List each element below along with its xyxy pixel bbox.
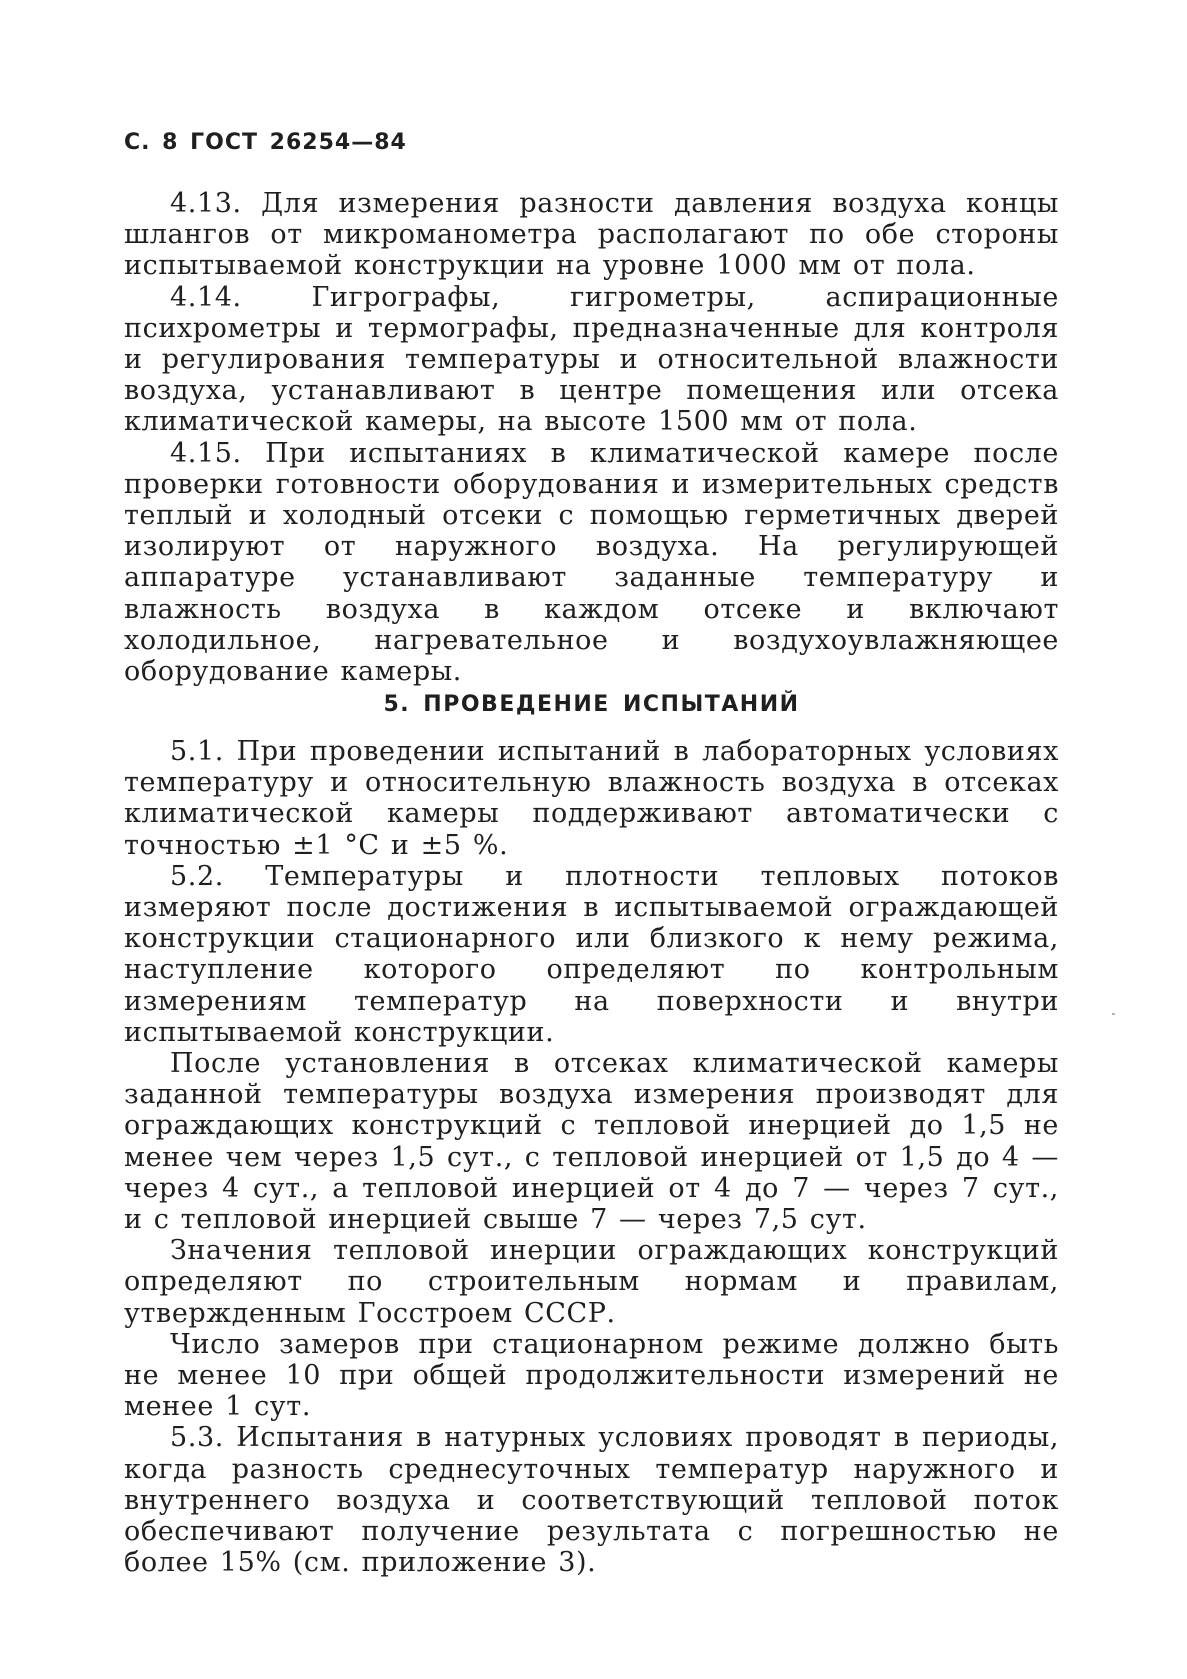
paragraph-4-13: 4.13. Для измерения разности давления воздуха концы шлангов от микроманометра располагают по обе стороны испытываемой конструкции на уровне 1000 мм от пола. — [124, 188, 1059, 282]
running-head: С. 8 ГОСТ 26254—84 — [124, 130, 407, 155]
paragraph-number-of-measurements: Число замеров при стационарном режиме должно быть не менее 10 при общей продолжительности измерений не менее 1 сут. — [124, 1328, 1059, 1423]
paragraph-4-15: 4.15. При испытаниях в климатической камере после проверки готовности оборудования и измерительных средств теплый и холодный отсеки с помощью герметичных дверей изолируют от наружного воздуха. На регулирующей аппаратуре устанавливают заданные температуру и влажность воздуха в каждом отсеке и включают холодильное, нагревательное и воздухоувлажняющее оборудование камеры. — [124, 437, 1059, 688]
paragraph-measurement-timing: После установления в отсеках климатической камеры заданной температуры воздуха измерения производят для ограждающих конструкций с тепловой инерцией до 1,5 не менее чем через 1,5 сут., с тепловой инерцией от 1,5 до 4 — через 4 сут., а тепловой инерцией от 4 до 7 — через 7 сут., и с тепловой инерцией свыше 7 — через 7,5 сут. — [124, 1048, 1059, 1236]
section-5-heading: 5. ПРОВЕДЕНИЕ ИСПЫТАНИЙ — [383, 692, 800, 717]
paragraph-5-1: 5.1. При проведении испытаний в лабораторных условиях температуру и относительную влажность воздуха в отсеках климатической камеры поддерживают автоматически с точностью ±1 °С и ±5 %. — [124, 736, 1059, 861]
paragraph-thermal-inertia: Значения тепловой инерции ограждающих конструкций определяют по строительным нормам и правилам, утвержденным Госстроем СССР. — [124, 1235, 1059, 1329]
paragraph-5-3: 5.3. Испытания в натурных условиях проводят в периоды, когда разность среднесуточных температур наружного и внутреннего воздуха и соответствующий тепловой поток обеспечивают получение результата с погрешностью не более 15% (см. приложение 3). — [124, 1422, 1059, 1579]
paragraph-5-2: 5.2. Температуры и плотности тепловых потоков измеряют после достижения в испытываемой ограждающей конструкции стационарного или близкого к нему режима, наступление которого определяют по контрольным измерениям температур на поверхности и внутри испытываемой конструкции. — [124, 860, 1059, 1048]
section-5-text — [124, 736, 1059, 1578]
scan-speck — [1112, 1013, 1115, 1015]
paragraph-4-14: 4.14. Гигрографы, гигрометры, аспирационные психрометры и термографы, предназначенные для контроля и регулирования температуры и относительной влажности воздуха, устанавливают в центре помещения или отсека климатической камеры, на высоте 1500 мм от пола. — [124, 281, 1059, 438]
section-4-text — [124, 188, 1059, 687]
